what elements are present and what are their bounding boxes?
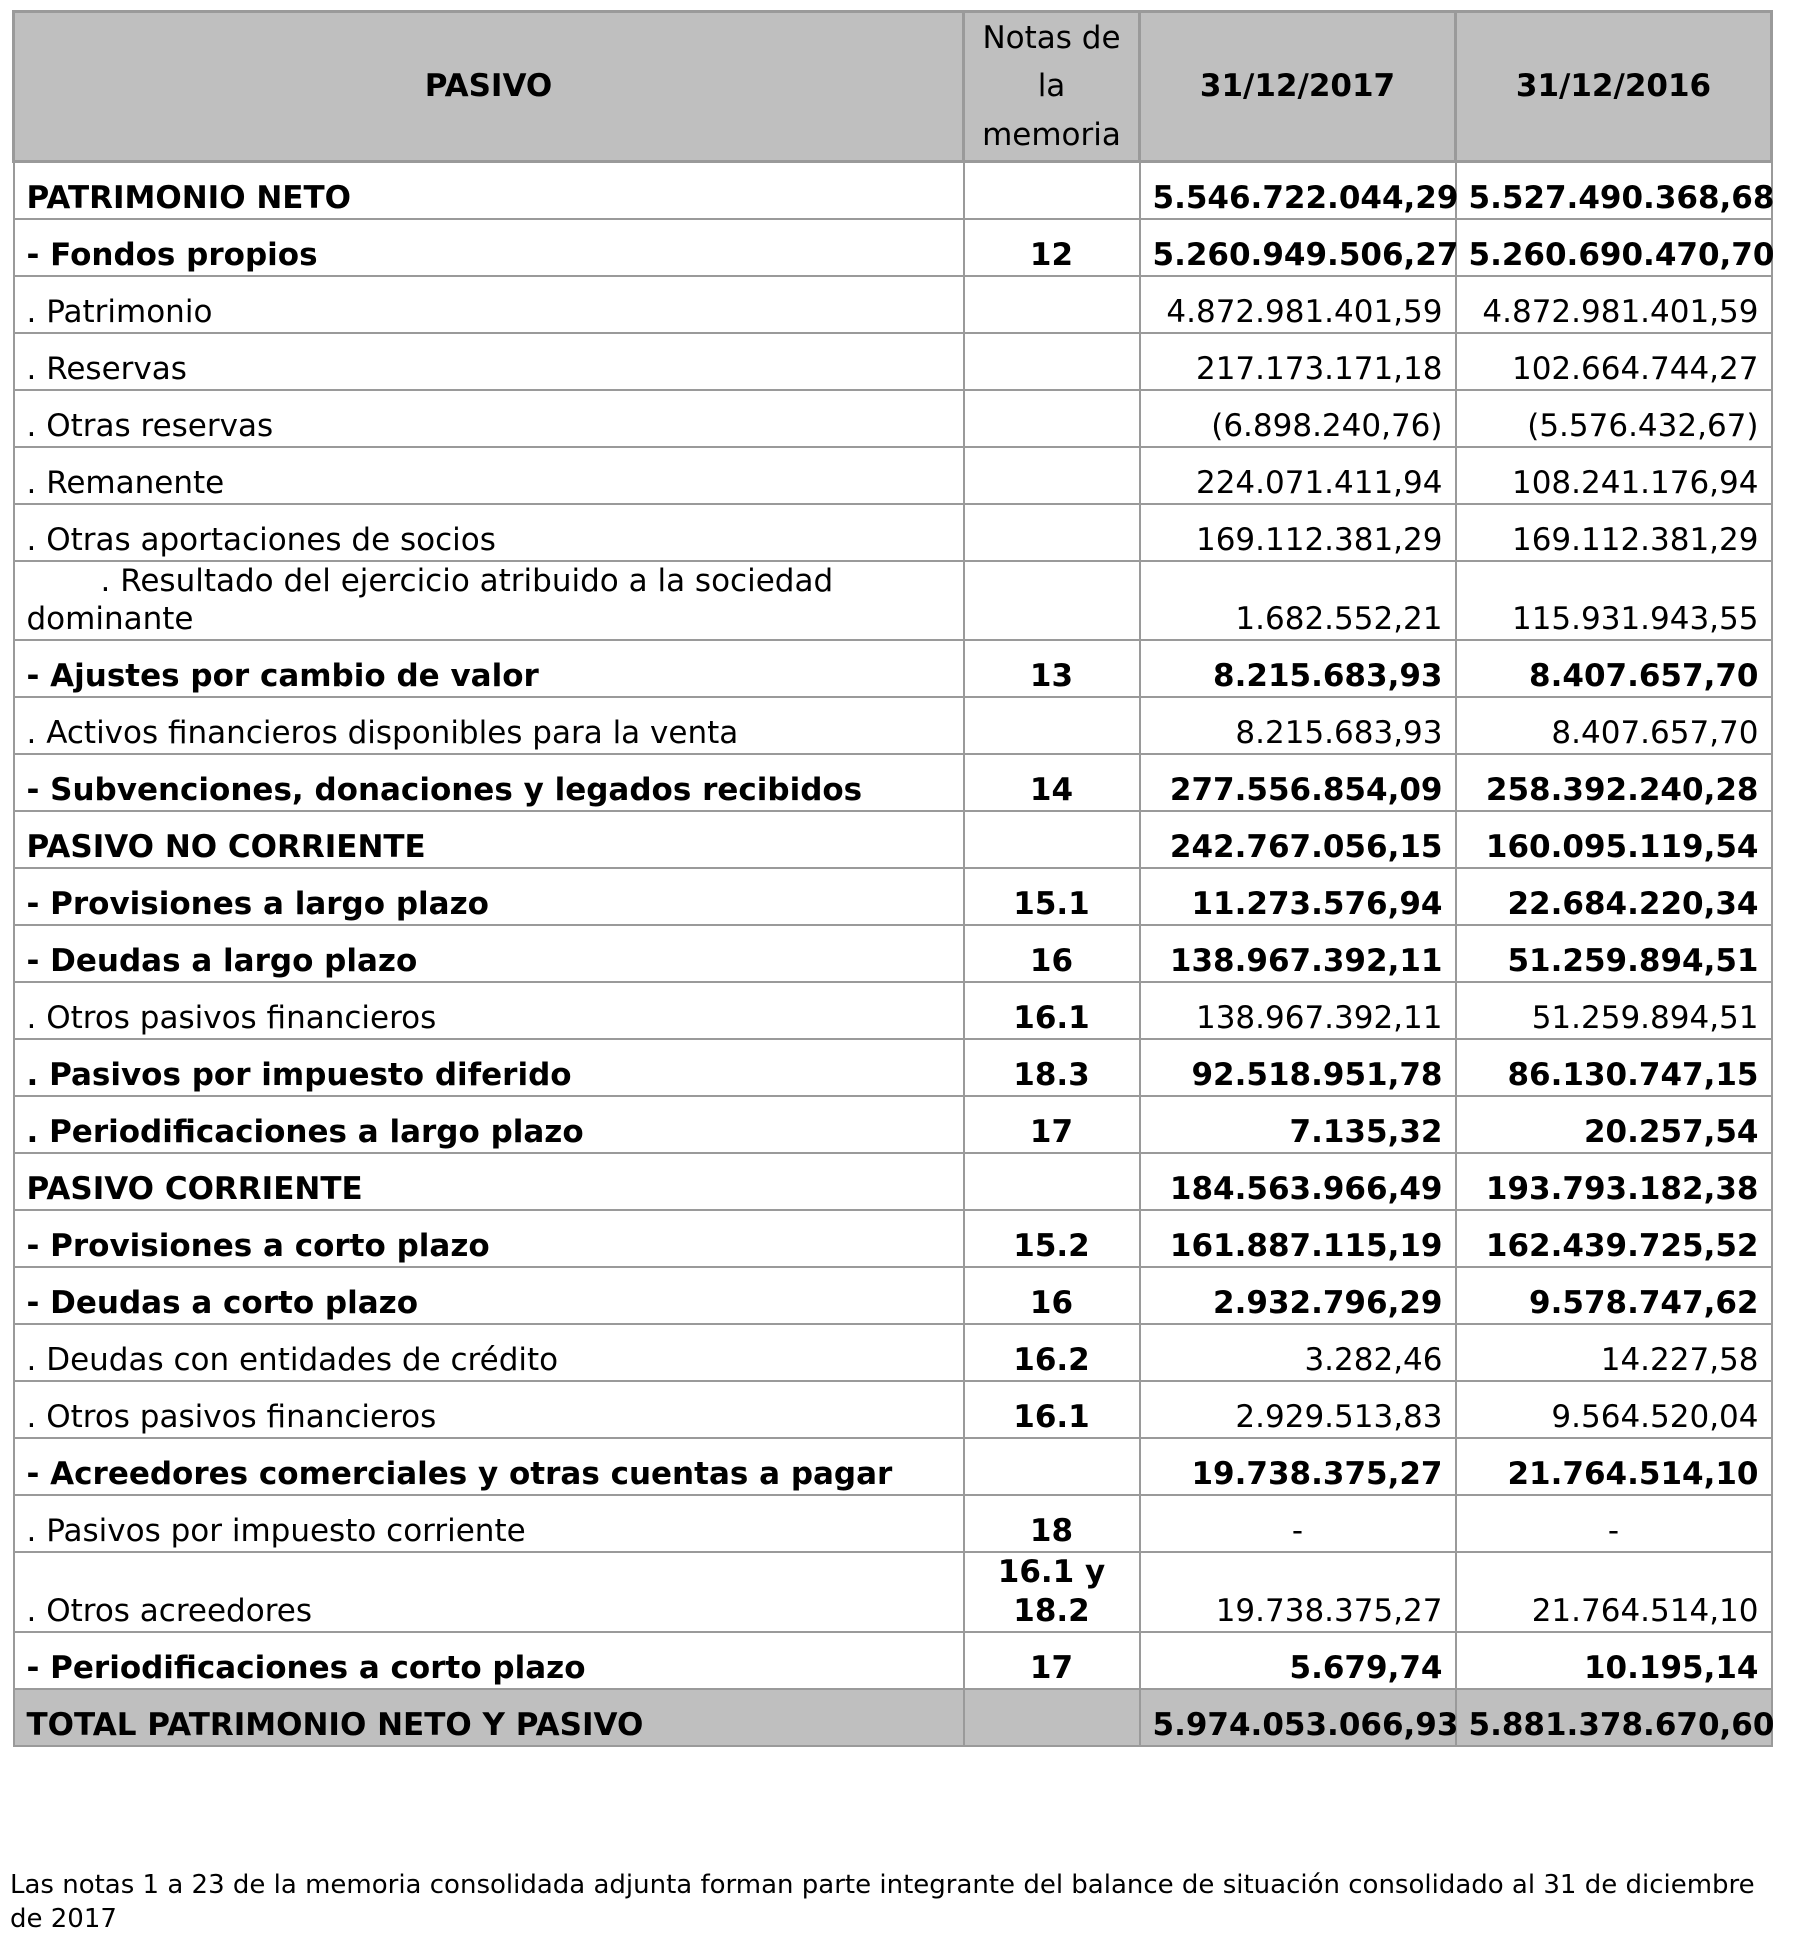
table-row	[14, 219, 1772, 276]
header-pasivo: PASIVO	[14, 12, 964, 162]
table-row	[14, 1096, 1772, 1153]
row-label: - Subvenciones, donaciones y legados recibidos	[14, 754, 964, 811]
row-label: . Otros acreedores	[14, 1552, 964, 1632]
row-value-2017: 2.929.513,83	[1140, 1381, 1456, 1438]
row-note	[964, 276, 1140, 333]
row-value-2016: 169.112.381,29	[1456, 504, 1772, 561]
row-label: PATRIMONIO NETO	[14, 162, 964, 219]
row-value-2017: 184.563.966,49	[1140, 1153, 1456, 1210]
table-row	[14, 162, 1772, 219]
row-value-2016: (5.576.432,67)	[1456, 390, 1772, 447]
total-label: TOTAL PATRIMONIO NETO Y PASIVO	[14, 1689, 964, 1746]
table-row	[14, 868, 1772, 925]
row-label: - Provisiones a corto plazo	[14, 1210, 964, 1267]
table-row	[14, 1267, 1772, 1324]
table-row	[14, 390, 1772, 447]
row-value-2017: 2.932.796,29	[1140, 1267, 1456, 1324]
row-label-line1: . Resultado del ejercicio atribuido a la sociedad	[100, 562, 834, 599]
row-value-2017: 8.215.683,93	[1140, 697, 1456, 754]
row-value-2017: 1.682.552,21	[1140, 561, 1456, 641]
table-row	[14, 697, 1772, 754]
row-value-2016: -	[1456, 1495, 1772, 1552]
header-notas: Notas de la memoria	[964, 12, 1140, 162]
row-value-2017: 169.112.381,29	[1140, 504, 1456, 561]
row-value-2017: 5.679,74	[1140, 1632, 1456, 1689]
row-value-2016: 8.407.657,70	[1456, 640, 1772, 697]
row-note	[964, 1153, 1140, 1210]
row-value-2016: 5.260.690.470,70	[1456, 219, 1772, 276]
row-value-2016: 9.564.520,04	[1456, 1381, 1772, 1438]
table-row	[14, 333, 1772, 390]
table-row	[14, 1632, 1772, 1689]
row-value-2016: 8.407.657,70	[1456, 697, 1772, 754]
row-label: . Patrimonio	[14, 276, 964, 333]
table-header	[14, 12, 1772, 162]
table-row	[14, 982, 1772, 1039]
row-note	[964, 447, 1140, 504]
row-value-2017: 5.546.722.044,29	[1140, 162, 1456, 219]
row-label: . Remanente	[14, 447, 964, 504]
row-label: . Otras reservas	[14, 390, 964, 447]
row-note: 15.1	[964, 868, 1140, 925]
row-note	[964, 1438, 1140, 1495]
row-value-2017: 161.887.115,19	[1140, 1210, 1456, 1267]
row-value-2017: 224.071.411,94	[1140, 447, 1456, 504]
row-label: - Fondos propios	[14, 219, 964, 276]
table-row	[14, 925, 1772, 982]
row-value-2017: 217.173.171,18	[1140, 333, 1456, 390]
row-value-2016: 5.527.490.368,68	[1456, 162, 1772, 219]
table-row	[14, 640, 1772, 697]
total-value-2017: 5.974.053.066,93	[1140, 1689, 1456, 1746]
row-value-2017: -	[1140, 1495, 1456, 1552]
row-value-2016: 115.931.943,55	[1456, 561, 1772, 641]
table-body	[14, 162, 1775, 1746]
row-note: 18	[964, 1495, 1140, 1552]
total-row	[14, 1689, 1772, 1746]
row-value-2017: 19.738.375,27	[1140, 1552, 1456, 1632]
row-value-2016: 14.227,58	[1456, 1324, 1772, 1381]
table-row	[14, 1552, 1772, 1632]
row-label: . Otros pasivos financieros	[14, 982, 964, 1039]
row-value-2016: 21.764.514,10	[1456, 1438, 1772, 1495]
row-value-2016: 193.793.182,38	[1456, 1153, 1772, 1210]
row-note	[964, 561, 1140, 641]
row-value-2016: 22.684.220,34	[1456, 868, 1772, 925]
row-value-2016: 108.241.176,94	[1456, 447, 1772, 504]
row-label: . Deudas con entidades de crédito	[14, 1324, 964, 1381]
table-row	[14, 504, 1772, 561]
row-label: - Ajustes por cambio de valor	[14, 640, 964, 697]
row-value-2016: 102.664.744,27	[1456, 333, 1772, 390]
row-note	[964, 504, 1140, 561]
balance-sheet-table	[12, 10, 1773, 1747]
row-value-2016: 160.095.119,54	[1456, 811, 1772, 868]
row-label: - Acreedores comerciales y otras cuentas a pagar	[14, 1438, 964, 1495]
table-row	[14, 1153, 1772, 1210]
row-note: 17	[964, 1632, 1140, 1689]
table-row	[14, 1324, 1772, 1381]
row-note-line1: 16.1 y	[997, 1554, 1106, 1590]
row-label: . Otros pasivos financieros	[14, 1381, 964, 1438]
table-row	[14, 811, 1772, 868]
row-value-2016: 86.130.747,15	[1456, 1039, 1772, 1096]
row-value-2017: (6.898.240,76)	[1140, 390, 1456, 447]
row-note-line2: 18.2	[1013, 1592, 1090, 1629]
row-value-2016: 4.872.981.401,59	[1456, 276, 1772, 333]
row-note: 16.1	[964, 982, 1140, 1039]
row-label-line2: dominante	[26, 601, 194, 638]
row-note	[964, 333, 1140, 390]
row-value-2016: 51.259.894,51	[1456, 982, 1772, 1039]
header-2016: 31/12/2016	[1456, 12, 1772, 162]
row-value-2017: 138.967.392,11	[1140, 925, 1456, 982]
row-value-2016: 21.764.514,10	[1456, 1552, 1772, 1632]
row-value-2016: 10.195,14	[1456, 1632, 1772, 1689]
row-value-2016: 9.578.747,62	[1456, 1267, 1772, 1324]
total-value-2016: 5.881.378.670,60	[1456, 1689, 1772, 1746]
row-value-2016: 258.392.240,28	[1456, 754, 1772, 811]
table-row	[14, 1381, 1772, 1438]
row-value-2016: 162.439.725,52	[1456, 1210, 1772, 1267]
row-label: PASIVO CORRIENTE	[14, 1153, 964, 1210]
footnote: Las notas 1 a 23 de la memoria consolidada adjunta forman parte integrante del balance de situación consolidado al 31 de diciembre de 2017	[10, 1870, 1755, 1935]
row-label: . Pasivos por impuesto corriente	[14, 1495, 964, 1552]
row-value-2017: 5.260.949.506,27	[1140, 219, 1456, 276]
row-note	[964, 390, 1140, 447]
row-value-2017: 92.518.951,78	[1140, 1039, 1456, 1096]
header-row	[14, 12, 1772, 162]
row-label: . Pasivos por impuesto diferido	[14, 1039, 964, 1096]
row-value-2017: 242.767.056,15	[1140, 811, 1456, 868]
total-note	[964, 1689, 1140, 1746]
row-label: . Periodificaciones a largo plazo	[14, 1096, 964, 1153]
table-row	[14, 447, 1772, 504]
table-row	[14, 1039, 1772, 1096]
header-2017: 31/12/2017	[1140, 12, 1456, 162]
table-row	[14, 1210, 1772, 1267]
row-note: 16.2	[964, 1324, 1140, 1381]
row-label: . Otras aportaciones de socios	[14, 504, 964, 561]
row-value-2017: 7.135,32	[1140, 1096, 1456, 1153]
row-note: 16	[964, 1267, 1140, 1324]
table-row	[14, 276, 1772, 333]
row-label: . Reservas	[14, 333, 964, 390]
row-value-2017: 4.872.981.401,59	[1140, 276, 1456, 333]
table-row	[14, 1438, 1772, 1495]
row-value-2016: 51.259.894,51	[1456, 925, 1772, 982]
table-row	[14, 561, 1772, 641]
row-label: - Periodificaciones a corto plazo	[14, 1632, 964, 1689]
row-note: 15.2	[964, 1210, 1140, 1267]
row-note	[964, 1552, 1140, 1632]
table-row	[14, 1495, 1772, 1552]
row-label: - Deudas a corto plazo	[14, 1267, 964, 1324]
row-note: 16.1	[964, 1381, 1140, 1438]
row-note: 12	[964, 219, 1140, 276]
row-note: 14	[964, 754, 1140, 811]
row-label: - Provisiones a largo plazo	[14, 868, 964, 925]
row-label	[14, 561, 964, 641]
row-note	[964, 697, 1140, 754]
row-note	[964, 162, 1140, 219]
row-note	[964, 811, 1140, 868]
row-note: 18.3	[964, 1039, 1140, 1096]
row-label: PASIVO NO CORRIENTE	[14, 811, 964, 868]
row-value-2017: 8.215.683,93	[1140, 640, 1456, 697]
table-row	[14, 754, 1772, 811]
row-value-2017: 11.273.576,94	[1140, 868, 1456, 925]
row-value-2017: 3.282,46	[1140, 1324, 1456, 1381]
row-note: 13	[964, 640, 1140, 697]
row-label: . Activos financieros disponibles para la venta	[14, 697, 964, 754]
row-value-2017: 19.738.375,27	[1140, 1438, 1456, 1495]
row-value-2017: 138.967.392,11	[1140, 982, 1456, 1039]
row-note: 17	[964, 1096, 1140, 1153]
row-value-2016: 20.257,54	[1456, 1096, 1772, 1153]
row-note: 16	[964, 925, 1140, 982]
row-label: - Deudas a largo plazo	[14, 925, 964, 982]
row-value-2017: 277.556.854,09	[1140, 754, 1456, 811]
